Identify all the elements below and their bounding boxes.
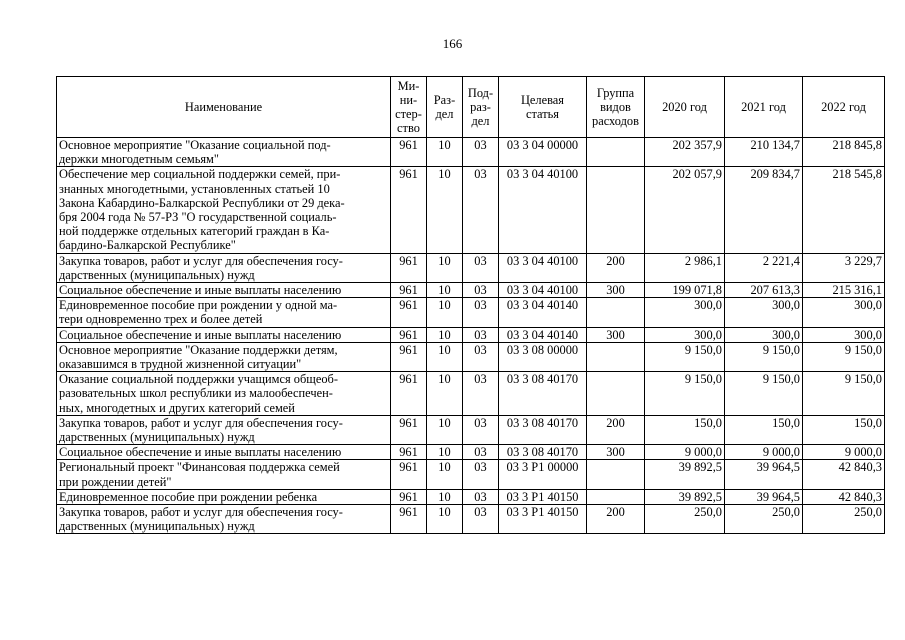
cell-target-article: 03 3 P1 00000: [499, 460, 587, 489]
cell-2021: 9 150,0: [725, 372, 803, 416]
table-row: [57, 445, 885, 460]
cell-expense-group: 300: [587, 283, 645, 298]
cell-section: 10: [427, 460, 463, 489]
cell-expense-group: [587, 372, 645, 416]
cell-section: 10: [427, 372, 463, 416]
cell-2021: 9 150,0: [725, 342, 803, 371]
cell-expense-group: 200: [587, 253, 645, 282]
table-row: [57, 505, 885, 534]
cell-2022: 215 316,1: [803, 283, 885, 298]
cell-2022: 300,0: [803, 298, 885, 327]
table-row: [57, 415, 885, 444]
cell-ministry: 961: [391, 253, 427, 282]
cell-ministry: 961: [391, 460, 427, 489]
cell-subsection: 03: [463, 415, 499, 444]
cell-ministry: 961: [391, 505, 427, 534]
cell-2022: 218 845,8: [803, 138, 885, 167]
cell-section: 10: [427, 298, 463, 327]
page-number: 166: [442, 36, 463, 51]
cell-expense-group: [587, 167, 645, 253]
cell-section: 10: [427, 167, 463, 253]
header-2020: 2020 год: [645, 77, 725, 138]
cell-section: 10: [427, 415, 463, 444]
cell-2021: 39 964,5: [725, 489, 803, 504]
cell-2020: 9 000,0: [645, 445, 725, 460]
cell-ministry: 961: [391, 298, 427, 327]
cell-2020: 9 150,0: [645, 372, 725, 416]
cell-2020: 300,0: [645, 327, 725, 342]
cell-section: 10: [427, 445, 463, 460]
cell-name: Социальное обеспечение и иные выплаты населению: [57, 445, 391, 460]
cell-2021: 250,0: [725, 505, 803, 534]
cell-2021: 150,0: [725, 415, 803, 444]
cell-name: Основное мероприятие "Оказание поддержки детям, оказавшимся в трудной жизненной ситуации": [57, 342, 391, 371]
cell-2021: 207 613,3: [725, 283, 803, 298]
cell-2021: 9 000,0: [725, 445, 803, 460]
cell-subsection: 03: [463, 342, 499, 371]
header-target: Целевая статья: [499, 77, 587, 138]
cell-expense-group: 200: [587, 505, 645, 534]
cell-ministry: 961: [391, 342, 427, 371]
cell-expense-group: 300: [587, 327, 645, 342]
table-row: [57, 460, 885, 489]
cell-2020: 202 057,9: [645, 167, 725, 253]
cell-name: Закупка товаров, работ и услуг для обеспечения госу- дарственных (муниципальных) нужд: [57, 253, 391, 282]
cell-section: 10: [427, 253, 463, 282]
cell-subsection: 03: [463, 372, 499, 416]
cell-name: Региональный проект "Финансовая поддержка семей при рождении детей": [57, 460, 391, 489]
cell-expense-group: 200: [587, 415, 645, 444]
table-row: [57, 342, 885, 371]
cell-2022: 42 840,3: [803, 460, 885, 489]
header-ministry: Ми- ни- стер- ство: [391, 77, 427, 138]
cell-section: 10: [427, 342, 463, 371]
table-row: [57, 489, 885, 504]
cell-ministry: 961: [391, 327, 427, 342]
cell-ministry: 961: [391, 138, 427, 167]
table-row: [57, 298, 885, 327]
header-2022: 2022 год: [803, 77, 885, 138]
header-name: Наименование: [57, 77, 391, 138]
cell-2021: 300,0: [725, 298, 803, 327]
cell-name: Закупка товаров, работ и услуг для обеспечения госу- дарственных (муниципальных) нужд: [57, 415, 391, 444]
cell-subsection: 03: [463, 138, 499, 167]
cell-subsection: 03: [463, 298, 499, 327]
cell-target-article: 03 3 08 40170: [499, 372, 587, 416]
cell-name: Единовременное пособие при рождении у одной ма- тери одновременно трех и более детей: [57, 298, 391, 327]
cell-subsection: 03: [463, 489, 499, 504]
cell-2022: 9 150,0: [803, 372, 885, 416]
cell-target-article: 03 3 08 40170: [499, 445, 587, 460]
cell-subsection: 03: [463, 445, 499, 460]
table-row: [57, 283, 885, 298]
cell-ministry: 961: [391, 489, 427, 504]
cell-section: 10: [427, 489, 463, 504]
cell-2020: 150,0: [645, 415, 725, 444]
cell-name: Обеспечение мер социальной поддержки семей, при- знанных многодетными, установленных статьей 10 Закона Кабардино-Балкарской Республики от 29 дека- бря 2004 года № 57-РЗ "О государственной социаль- ной поддержке отдельных категорий граждан в Ка- бардино-Балкарской Республике": [57, 167, 391, 253]
cell-2021: 209 834,7: [725, 167, 803, 253]
table-row: [57, 253, 885, 282]
cell-expense-group: [587, 460, 645, 489]
cell-ministry: 961: [391, 445, 427, 460]
table-row: [57, 138, 885, 167]
cell-target-article: 03 3 04 40140: [499, 327, 587, 342]
cell-2022: 42 840,3: [803, 489, 885, 504]
header-2021: 2021 год: [725, 77, 803, 138]
cell-section: 10: [427, 327, 463, 342]
cell-2020: 250,0: [645, 505, 725, 534]
table-row: [57, 167, 885, 253]
cell-subsection: 03: [463, 505, 499, 534]
cell-target-article: 03 3 04 40140: [499, 298, 587, 327]
cell-section: 10: [427, 505, 463, 534]
header-group: Группа видов расходов: [587, 77, 645, 138]
cell-target-article: 03 3 04 40100: [499, 253, 587, 282]
cell-target-article: 03 3 08 00000: [499, 342, 587, 371]
cell-subsection: 03: [463, 460, 499, 489]
cell-ministry: 961: [391, 283, 427, 298]
cell-2021: 2 221,4: [725, 253, 803, 282]
budget-table: [56, 76, 885, 534]
cell-2020: 39 892,5: [645, 489, 725, 504]
cell-2022: 250,0: [803, 505, 885, 534]
header-subsection: Под- раз- дел: [463, 77, 499, 138]
cell-expense-group: [587, 489, 645, 504]
table-row: [57, 372, 885, 416]
cell-2021: 300,0: [725, 327, 803, 342]
cell-expense-group: [587, 342, 645, 371]
cell-ministry: 961: [391, 372, 427, 416]
cell-2020: 2 986,1: [645, 253, 725, 282]
cell-section: 10: [427, 283, 463, 298]
cell-section: 10: [427, 138, 463, 167]
table-body: [57, 138, 885, 534]
cell-expense-group: 300: [587, 445, 645, 460]
cell-target-article: 03 3 04 40100: [499, 283, 587, 298]
cell-2020: 202 357,9: [645, 138, 725, 167]
cell-target-article: 03 3 P1 40150: [499, 489, 587, 504]
cell-2020: 39 892,5: [645, 460, 725, 489]
cell-expense-group: [587, 138, 645, 167]
cell-subsection: 03: [463, 167, 499, 253]
cell-subsection: 03: [463, 327, 499, 342]
cell-expense-group: [587, 298, 645, 327]
cell-2021: 39 964,5: [725, 460, 803, 489]
cell-2022: 218 545,8: [803, 167, 885, 253]
cell-2020: 199 071,8: [645, 283, 725, 298]
cell-ministry: 961: [391, 415, 427, 444]
cell-2022: 9 150,0: [803, 342, 885, 371]
cell-2022: 3 229,7: [803, 253, 885, 282]
cell-2020: 300,0: [645, 298, 725, 327]
cell-2022: 9 000,0: [803, 445, 885, 460]
cell-2022: 300,0: [803, 327, 885, 342]
table-row: [57, 327, 885, 342]
cell-name: Закупка товаров, работ и услуг для обеспечения госу- дарственных (муниципальных) нужд: [57, 505, 391, 534]
cell-subsection: 03: [463, 283, 499, 298]
cell-subsection: 03: [463, 253, 499, 282]
cell-name: Социальное обеспечение и иные выплаты населению: [57, 283, 391, 298]
cell-target-article: 03 3 04 40100: [499, 167, 587, 253]
cell-target-article: 03 3 08 40170: [499, 415, 587, 444]
cell-ministry: 961: [391, 167, 427, 253]
cell-name: Оказание социальной поддержки учащимся общеоб- разовательных школ республики из малообеспечен- ных, многодетных и других категорий семей: [57, 372, 391, 416]
cell-name: Основное мероприятие "Оказание социальной под- держки многодетным семьям": [57, 138, 391, 167]
cell-2022: 150,0: [803, 415, 885, 444]
table-header-row: [57, 77, 885, 138]
cell-target-article: 03 3 P1 40150: [499, 505, 587, 534]
cell-2020: 9 150,0: [645, 342, 725, 371]
cell-2021: 210 134,7: [725, 138, 803, 167]
cell-name: Единовременное пособие при рождении ребенка: [57, 489, 391, 504]
header-section: Раз- дел: [427, 77, 463, 138]
cell-target-article: 03 3 04 00000: [499, 138, 587, 167]
cell-name: Социальное обеспечение и иные выплаты населению: [57, 327, 391, 342]
